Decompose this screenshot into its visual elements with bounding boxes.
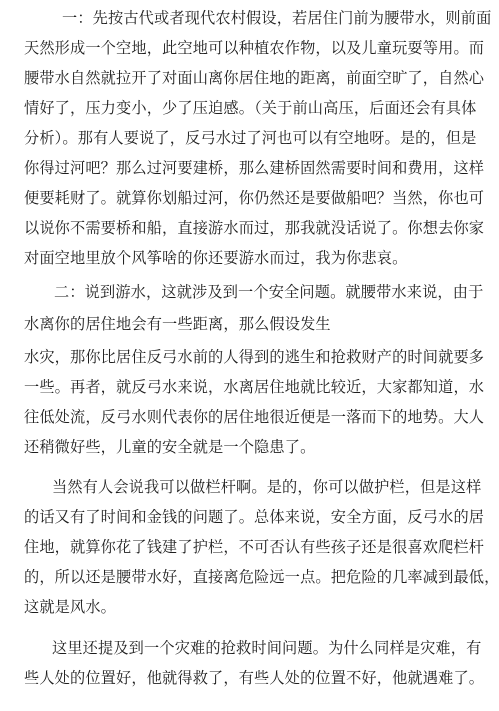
text-line-4: 情好了，压力变小，少了压迫感。（关于前山高压，后面还会有具体 xyxy=(24,99,477,117)
text-line-1: 一：先按古代或者现代农村假设，若居住门前为腰带水，则前面 xyxy=(62,9,492,27)
text-line-8: 以说你不需要桥和船，直接游水而过，那我就没话说了。你想去你家 xyxy=(24,219,485,237)
text-line-3: 腰带水自然就拉开了对面山离你居住地的距离，前面空旷了，自然心 xyxy=(24,69,485,87)
text-line-21: 这里还提及到一个灾难的抢救时间问题。为什么同样是灾难，有 xyxy=(52,639,482,657)
text-line-15: 还稍微好些，儿童的安全就是一个隐患了。 xyxy=(24,438,316,456)
text-line-14: 往低处流，反弓水则代表你的居住地很近便是一落而下的地势。大人 xyxy=(24,408,485,426)
text-line-5: 分析）。那有人要说了，反弓水过了河也可以有空地呀。是的，但是 xyxy=(24,129,477,147)
text-line-11: 水离你的居住地会有一些距离，那么假设发生 xyxy=(24,315,331,333)
text-line-6: 你得过河吧？那么过河要建桥，那么建桥固然需要时间和费用，这样 xyxy=(24,159,485,177)
text-line-17: 的话又有了时间和金钱的问题了。总体来说，安全方面，反弓水的居 xyxy=(24,508,485,526)
text-line-10: 二：说到游水，这就涉及到一个安全问题。就腰带水来说，由于 xyxy=(54,283,484,301)
text-line-7: 便要耗财了。就算你划船过河，你仍然还是要做船吧？当然，你也可 xyxy=(24,189,485,207)
text-line-9: 对面空地里放个风筝啥的你还要游水而过，我为你悲哀。 xyxy=(24,249,408,267)
text-line-19: 的，所以还是腰带水好，直接离危险远一点。把危险的几率减到最低， xyxy=(24,568,499,586)
text-line-13: 一些。再者，就反弓水来说，水离居住地就比较近，大家都知道，水 xyxy=(24,378,485,396)
text-line-22: 些人处的位置好，他就得救了，有些人处的位置不好，他就遇难了。 xyxy=(24,669,485,687)
text-line-12: 水灾，那你比居住反弓水前的人得到的逃生和抢救财产的时间就要多 xyxy=(24,348,485,366)
text-line-18: 住地，就算你花了钱建了护栏，不可否认有些孩子还是很喜欢爬栏杆 xyxy=(24,538,485,556)
text-line-16: 当然有人会说我可以做栏杆啊。是的，你可以做护栏，但是这样 xyxy=(52,478,482,496)
text-line-20: 这就是风水。 xyxy=(24,598,117,616)
text-line-2: 天然形成一个空地，此空地可以种植农作物，以及儿童玩耍等用。而 xyxy=(24,39,485,57)
